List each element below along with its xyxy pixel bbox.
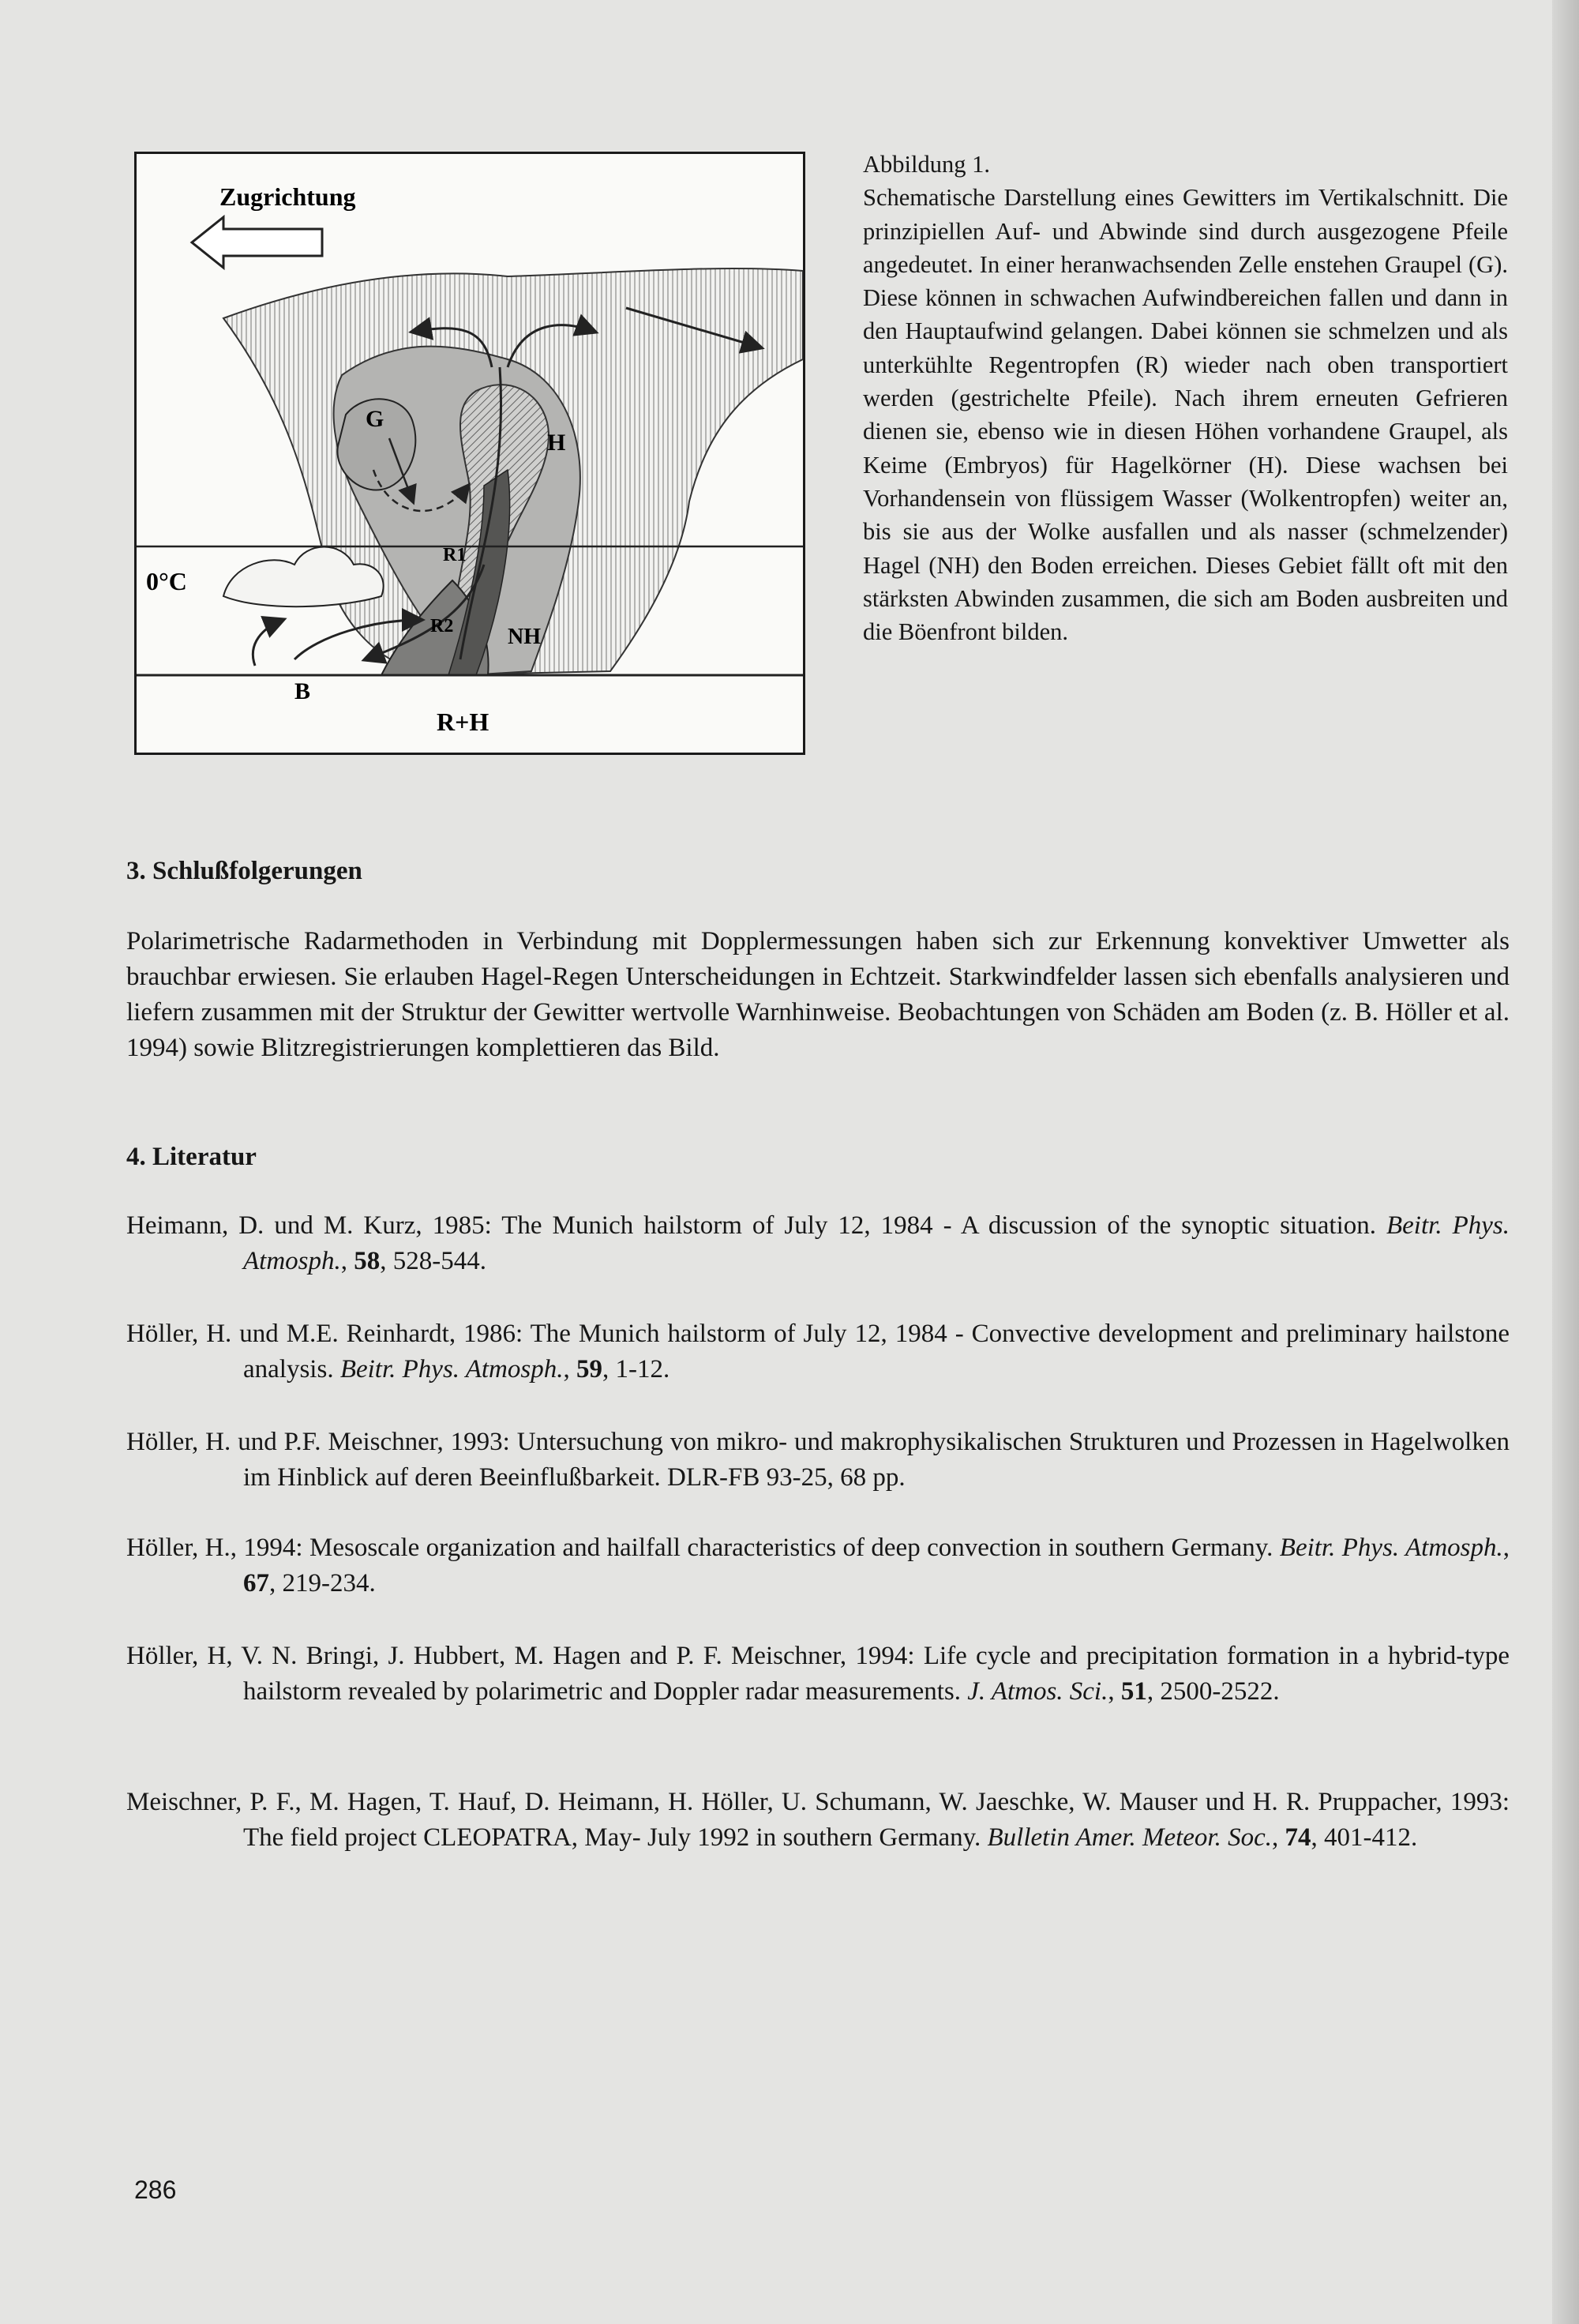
section-heading-conclusions: 3. Schlußfolgerungen	[126, 857, 362, 885]
reference-item: Höller, H. und M.E. Reinhardt, 1986: The Munich hailstorm of July 12, 1984 - Convective development and preliminary hailstone analysis. Beitr. Phys. Atmosph., 59, 1-12.	[126, 1320, 1510, 1384]
reference-item: Höller, H., 1994: Mesoscale organization and hailfall characteristics of deep convection in southern Germany. Beitr. Phys. Atmosph., 67, 219-234.	[126, 1534, 1510, 1598]
label-ground: R+H	[437, 708, 489, 736]
label-freezing: 0°C	[146, 567, 187, 595]
figure-storm-schematic	[134, 152, 805, 755]
storm-diagram	[137, 154, 803, 753]
label-wet-hail: NH	[508, 625, 541, 649]
reference-item: Höller, H. und P.F. Meischner, 1993: Untersuchung von mikro- und makrophysikalischen Strukturen und Prozessen in Hagelwolken im Hinblick auf deren Beeinflußbarkeit. DLR-FB 93-25, 68 pp.	[126, 1428, 1510, 1492]
label-hail: H	[547, 430, 566, 456]
gust-arrow	[253, 620, 283, 666]
label-rain1: R1	[443, 545, 467, 565]
label-rain2: R2	[430, 616, 454, 636]
label-direction: Zugrichtung	[219, 182, 356, 211]
reference-item: Höller, H, V. N. Bringi, J. Hubbert, M. Hagen and P. F. Meischner, 1994: Life cycle and precipitation formation in a hybrid-type hailstorm revealed by polarimetric and Doppler radar measurements. J. Atmos. Sci., 51, 2500-2522.	[126, 1642, 1510, 1706]
conclusions-paragraph: Polarimetrische Radarmethoden in Verbindung mit Dopplermessungen haben sich zur Erkennung konvektiver Umwetter als brauchbar erwiesen. Sie erlauben Hagel-Regen Unterscheidungen in Echtzeit. Starkwindfelder lassen sich ebenfalls analysieren und liefern zusammen mit der Struktur der Gewitter wertvolle Warnhinweise. Beobachtungen von Schäden am Boden (z. B. Höller et al. 1994) sowie Blitzregistrierungen komplettieren das Bild.	[126, 927, 1510, 1062]
direction-arrow	[192, 217, 322, 268]
label-gust: B	[294, 678, 311, 704]
page-edge	[1552, 0, 1579, 2324]
reference-item: Meischner, P. F., M. Hagen, T. Hauf, D. Heimann, H. Höller, U. Schumann, W. Jaeschke, W. Mauser und H. R. Pruppacher, 1993: The field project CLEOPATRA, May- July 1992 in southern Germany. Bulletin Amer. Meteor. Soc., 74, 401-412.	[126, 1788, 1510, 1852]
section-heading-literature: 4. Literatur	[126, 1143, 257, 1171]
caption-text: Schematische Darstellung eines Gewitters im Vertikalschnitt. Die prinzipiellen Auf- und Abwinde sind durch ausgezogene Pfeile angedeutet. In einer heranwachsenden Zelle enstehen Graupel (G). Diese können in schwachen Aufwindbereichen fallen und dann in den Hauptaufwind gelangen. Dabei können sie schmelzen und als unterkühlte Regentropfen (R) wieder nach oben transportiert werden (gestrichelte Pfeile). Nach ihrem erneuten Gefrieren dienen sie, ebenso wie in diesen Höhen vorhandene Graupel, als Keime (Embryos) für Hagelkörner (H). Diese wachsen bei Vorhandensein von flüssigem Wasser (Wolkentropfen) weiter an, bis sie aus der Wolke ausfallen und als nasser (schmelzender) Hagel (NH) den Boden erreichen. Dieses Gebiet fällt oft mit den stärksten Abwinden zusammen, die sich am Boden ausbreiten und die Böenfront bilden.	[863, 184, 1508, 646]
figure-caption	[863, 148, 1508, 648]
label-graupel: G	[366, 406, 384, 432]
reference-item: Heimann, D. und M. Kurz, 1985: The Munich hailstorm of July 12, 1984 - A discussion of the synoptic situation. Beitr. Phys. Atmosph., 58, 528-544.	[126, 1211, 1510, 1275]
caption-title: Abbildung 1.	[863, 151, 990, 178]
page-number: 286	[134, 2176, 177, 2204]
